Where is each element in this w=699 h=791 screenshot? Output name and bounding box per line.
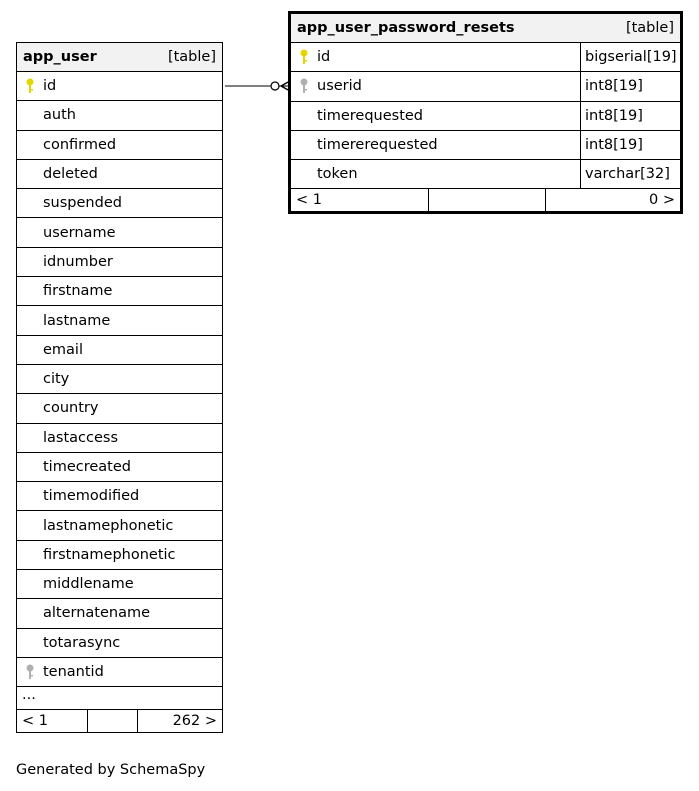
column-row[interactable] [291, 43, 680, 72]
app-user-password-resets-table[interactable] [288, 11, 683, 214]
column-type: varchar[32] [580, 160, 680, 188]
column-name[interactable]: timecreated [43, 459, 131, 475]
primary-key-icon [17, 78, 43, 94]
column-name[interactable]: alternatename [43, 605, 151, 622]
column-row[interactable] [17, 306, 222, 335]
password-resets-columns [291, 43, 680, 189]
more-columns[interactable]: ... [17, 687, 222, 710]
column-row[interactable] [17, 541, 222, 570]
column-row[interactable] [17, 336, 222, 365]
column-name[interactable]: email [43, 341, 83, 358]
column-row[interactable] [17, 218, 222, 247]
children-count[interactable]: 262 > [172, 713, 217, 730]
column-row[interactable] [17, 277, 222, 306]
column-row[interactable] [17, 424, 222, 453]
generated-by-caption[interactable]: Generated by SchemaSpy [16, 762, 206, 778]
app-user-columns [17, 72, 222, 687]
column-name[interactable]: idnumber [43, 253, 113, 270]
table-kind: [table] [625, 20, 674, 36]
column-name[interactable]: id [317, 49, 331, 66]
column-name[interactable]: token [317, 166, 358, 183]
column-row[interactable] [17, 72, 222, 101]
column-row[interactable] [17, 101, 222, 130]
password-resets-footer [291, 189, 680, 211]
column-type: bigserial[19] [580, 43, 680, 71]
column-name[interactable]: firstname [43, 283, 113, 300]
column-row[interactable] [17, 482, 222, 511]
column-type: int8[19] [580, 72, 680, 100]
column-name[interactable]: tenantid [43, 664, 104, 681]
column-name[interactable]: lastnamephonetic [43, 517, 174, 534]
column-row[interactable] [17, 394, 222, 423]
app-user-footer [17, 710, 222, 732]
column-row[interactable] [17, 599, 222, 628]
app-user-table[interactable] [16, 42, 223, 733]
primary-key-icon [291, 49, 317, 65]
column-row[interactable] [17, 570, 222, 599]
column-row[interactable] [17, 453, 222, 482]
column-name[interactable]: city [43, 371, 70, 388]
table-kind: [table] [167, 49, 216, 65]
children-count[interactable]: 0 > [649, 192, 675, 209]
column-row[interactable] [17, 160, 222, 189]
password-resets-table-header[interactable] [291, 14, 680, 43]
column-name[interactable]: firstnamephonetic [43, 546, 176, 563]
column-name[interactable]: deleted [43, 166, 98, 183]
column-name[interactable]: timerequested [317, 107, 424, 124]
column-row[interactable] [17, 658, 222, 687]
column-row[interactable] [291, 72, 680, 101]
column-row[interactable] [17, 189, 222, 218]
relationship-zero-marker [271, 82, 279, 90]
footer-middle [87, 710, 138, 732]
column-row[interactable] [291, 160, 680, 189]
column-type: int8[19] [580, 102, 680, 130]
column-name[interactable]: suspended [43, 195, 122, 212]
column-row[interactable] [17, 131, 222, 160]
column-name[interactable]: timererequested [317, 137, 438, 154]
table-name[interactable]: app_user [23, 49, 97, 65]
footer-middle [428, 189, 546, 211]
foreign-key-icon [291, 78, 317, 94]
column-name[interactable]: totarasync [43, 634, 121, 651]
column-name[interactable]: timemodified [43, 488, 140, 505]
app-user-table-header[interactable] [17, 43, 222, 72]
column-name[interactable]: auth [43, 107, 76, 124]
column-row[interactable] [17, 248, 222, 277]
column-row[interactable] [17, 511, 222, 540]
column-name[interactable]: id [43, 78, 57, 95]
column-name[interactable]: confirmed [43, 136, 117, 153]
column-row[interactable] [17, 365, 222, 394]
column-name[interactable]: country [43, 400, 99, 417]
column-row[interactable] [291, 102, 680, 131]
column-row[interactable] [17, 629, 222, 658]
column-name[interactable]: lastname [43, 312, 111, 329]
parents-count[interactable]: < 1 [296, 192, 322, 209]
table-name[interactable]: app_user_password_resets [297, 20, 515, 36]
column-row[interactable] [291, 131, 680, 160]
column-name[interactable]: middlename [43, 576, 134, 593]
foreign-key-icon [17, 664, 43, 680]
column-name[interactable]: lastaccess [43, 429, 119, 446]
parents-count[interactable]: < 1 [22, 713, 48, 730]
column-name[interactable]: userid [317, 78, 362, 95]
column-name[interactable]: username [43, 224, 116, 241]
column-type: int8[19] [580, 131, 680, 159]
